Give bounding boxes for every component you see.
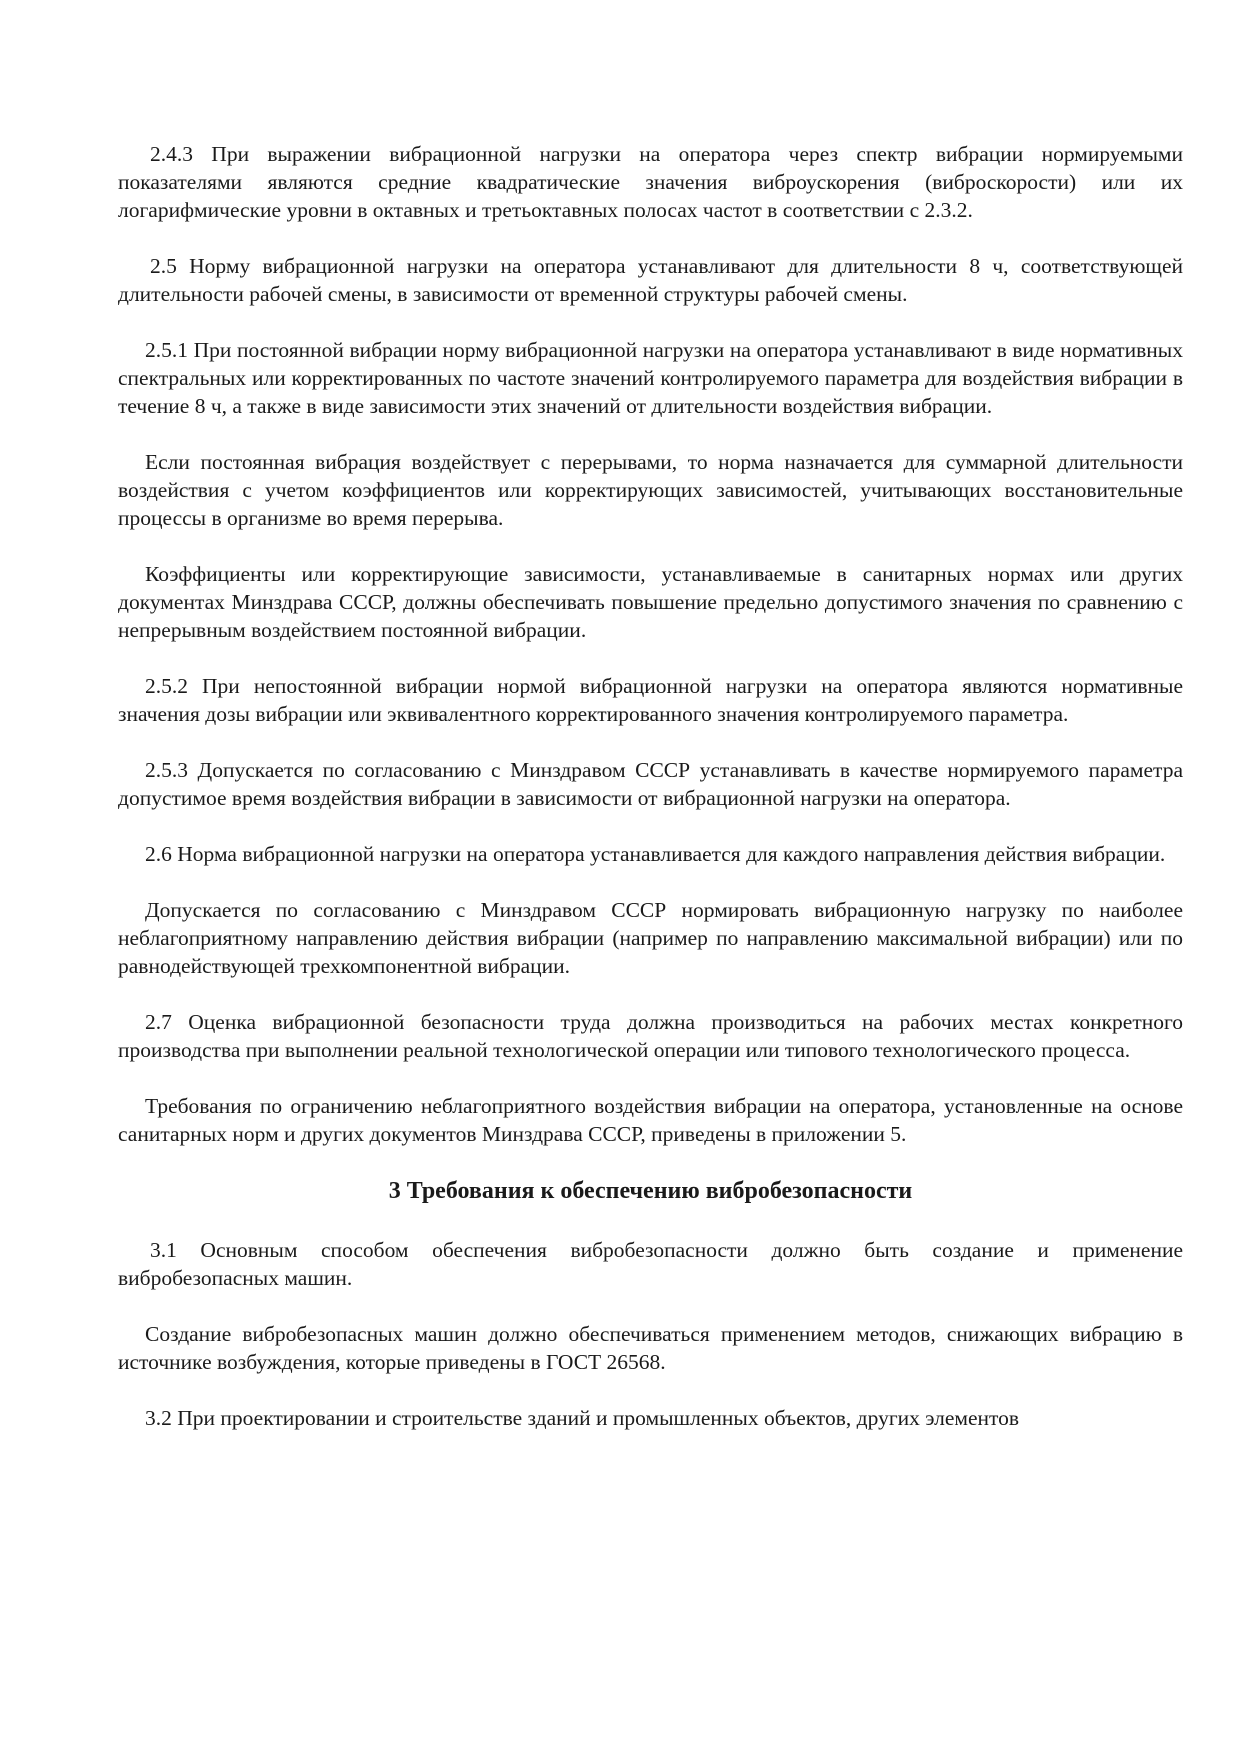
document-page xyxy=(118,140,1183,1460)
paragraph-2-5-3: 2.5.3 Допускается по согласованию с Минздравом СССР устанавливать в качестве нормируемого параметра допустимое время воздействия вибрации в зависимости от вибрационной нагрузки на оператора. xyxy=(118,758,1183,810)
paragraph-coefficients: Коэффициенты или корректирующие зависимости, устанавливаемые в санитарных нормах или других документах Минздрава СССР, должны обеспечивать повышение предельно допустимого значения по сравнению с непрерывным воздействием постоянной вибрации. xyxy=(118,562,1183,642)
paragraph-3-1: 3.1 Основным способом обеспечения вибробезопасности должно быть создание и применение вибробезопасных машин. xyxy=(118,1238,1183,1290)
paragraph-2-7: 2.7 Оценка вибрационной безопасности труда должна производиться на рабочих местах конкретного производства при выполнении реальной технологической операции или типового технологического процесса. xyxy=(118,1010,1183,1062)
paragraph-2-5-2: 2.5.2 При непостоянной вибрации нормой вибрационной нагрузки на оператора являются нормативные значения дозы вибрации или эквивалентного корректированного значения контролируемого параметра. xyxy=(118,674,1183,726)
paragraph-appendix-5: Требования по ограничению неблагоприятного воздействия вибрации на оператора, установленные на основе санитарных норм и других документов Минздрава СССР, приведены в приложении 5. xyxy=(118,1094,1183,1146)
paragraph-3-2: 3.2 При проектировании и строительстве зданий и промышленных объектов, других элементов xyxy=(145,1406,1020,1430)
paragraph-2-5-1: 2.5.1 При постоянной вибрации норму вибрационной нагрузки на оператора устанавливают в виде нормативных спектральных или корректированных по частоте значений контролируемого параметра для воздействия вибрации в течение 8 ч, а также в виде зависимости этих значений от длительности воздействия вибрации. xyxy=(118,338,1183,418)
paragraph-intermittent-vibration: Если постоянная вибрация воздействует с перерывами, то норма назначается для суммарной длительности воздействия с учетом коэффициентов или корректирующих зависимостей, учитывающих восстановительные процессы в организме во время перерыва. xyxy=(118,450,1183,530)
section-heading: 3 Требования к обеспечению вибробезопасности xyxy=(388,1178,913,1204)
paragraph-vibration-safe-machines: Создание вибробезопасных машин должно обеспечиваться применением методов, снижающих вибрацию в источнике возбуждения, которые приведены в ГОСТ 26568. xyxy=(118,1322,1183,1374)
paragraph-direction-normalization: Допускается по согласованию с Минздравом СССР нормировать вибрационную нагрузку по наиболее неблагоприятному направлению действия вибрации (например по направлению максимальной вибрации) или по равнодействующей трехкомпонентной вибрации. xyxy=(118,898,1183,978)
paragraph-2-5: 2.5 Норму вибрационной нагрузки на оператора устанавливают для длительности 8 ч, соответствующей длительности рабочей смены, в зависимости от временной структуры рабочей смены. xyxy=(118,254,1183,306)
paragraph-2-6: 2.6 Норма вибрационной нагрузки на оператора устанавливается для каждого направления действия вибрации. xyxy=(145,842,1166,866)
paragraph-2-4-3: 2.4.3 При выражении вибрационной нагрузки на оператора через спектр вибрации нормируемыми показателями являются средние квадратические значения виброускорения (виброскорости) или их логарифмические уровни в октавных и третьоктавных полосах частот в соответствии с 2.3.2. xyxy=(118,142,1183,222)
